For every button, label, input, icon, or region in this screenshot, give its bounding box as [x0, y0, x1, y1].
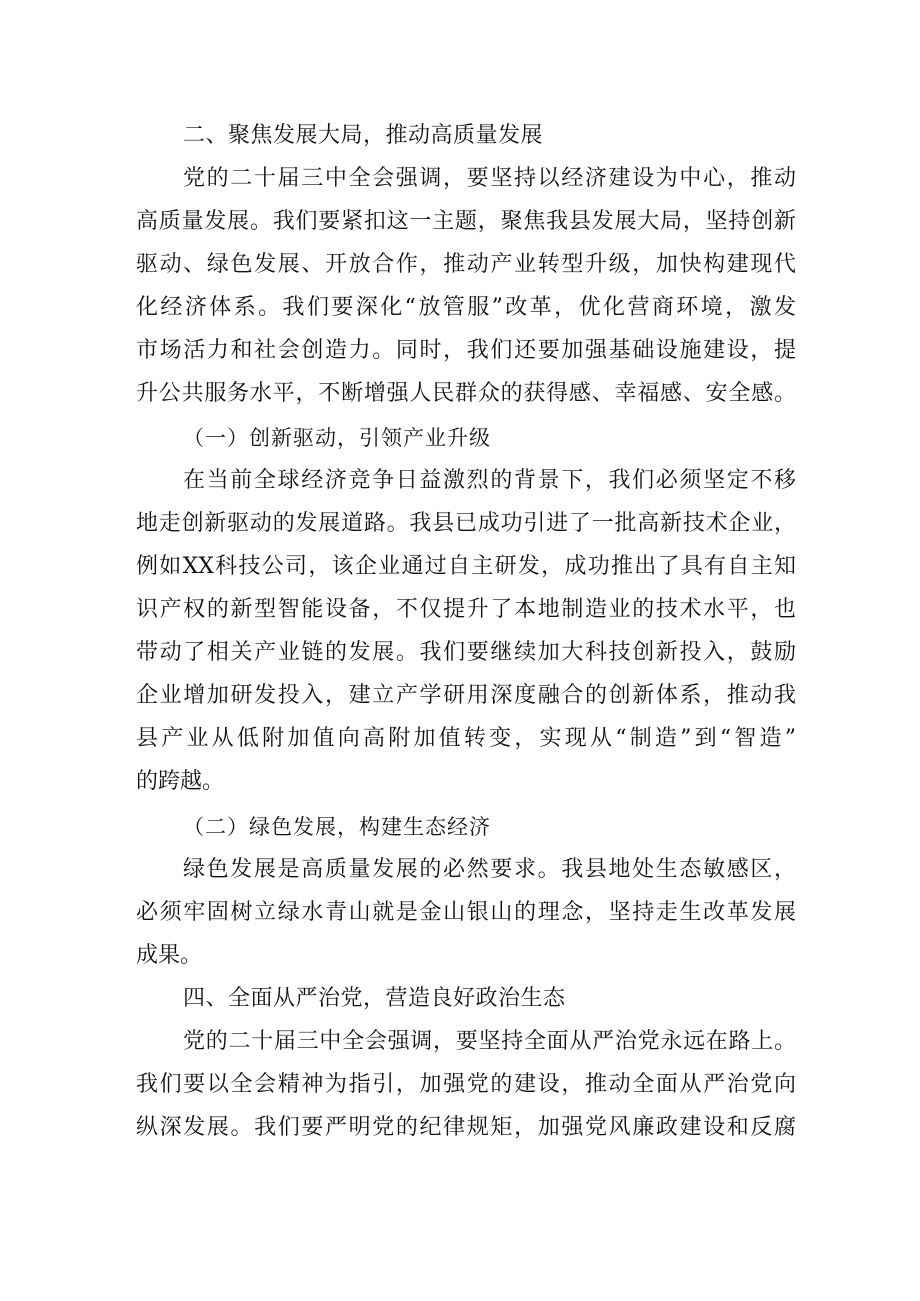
paragraph-line: 在当前全球经济竞争日益激烈的背景下，我们必须坚定不移	[183, 468, 796, 493]
paragraph-line: 化经济体系。我们要深化“放管服”改革，优化营商环境，激发	[136, 295, 796, 320]
paragraph-line: 升公共服务水平，不断增强人民群众的获得感、幸福感、安全感。	[136, 381, 796, 406]
paragraph-line: 绿色发展是高质量发展的必然要求。我县地处生态敏感区，	[183, 857, 796, 882]
paragraph-line: 地走创新驱动的发展道路。我县已成功引进了一批高新技术企业，	[136, 511, 796, 536]
paragraph-line: 我们要以全会精神为指引，加强党的建设，推动全面从严治党向	[136, 1072, 796, 1097]
paragraph-line: 必须牢固树立绿水青山就是金山银山的理念，坚持走生改革发展	[136, 900, 796, 925]
subsection-heading-1: （一）创新驱动，引领产业升级	[183, 426, 491, 450]
paragraph-line: 纵深发展。我们要严明党的纪律规矩，加强党风廉政建设和反腐	[136, 1115, 796, 1140]
section-heading-2: 二、聚焦发展大局，推动高质量发展	[183, 123, 544, 148]
paragraph-line: 成果。	[136, 943, 203, 968]
paragraph-line: 高质量发展。我们要紧扣这一主题，聚焦我县发展大局，坚持创新	[136, 209, 796, 234]
paragraph-line: 的跨越。	[136, 769, 225, 794]
paragraph-line: 企业增加研发投入，建立产学研用深度融合的创新体系，推动我	[136, 683, 796, 708]
paragraph-line: 县产业从低附加值向高附加值转变，实现从“制造”到“智造”	[136, 726, 796, 751]
paragraph-line: 带动了相关产业链的发展。我们要继续加大科技创新投入，鼓励	[136, 640, 796, 665]
paragraph-line: 市场活力和社会创造力。同时，我们还要加强基础设施建设，提	[136, 338, 796, 363]
paragraph-line: 党的二十届三中全会强调，要坚持全面从严治党永远在路上。	[183, 1029, 796, 1054]
subsection-heading-2: （二）绿色发展，构建生态经济	[183, 815, 491, 839]
paragraph-line: 识产权的新型智能设备，不仅提升了本地制造业的技术水平，也	[136, 597, 796, 622]
paragraph-line: 党的二十届三中全会强调，要坚持以经济建设为中心，推动	[183, 166, 796, 191]
paragraph-line: 例如XX科技公司，该企业通过自主研发，成功推出了具有自主知	[136, 554, 796, 579]
paragraph-line: 驱动、绿色发展、开放合作，推动产业转型升级，加快构建现代	[136, 252, 796, 277]
section-heading-4: 四、全面从严治党，营造良好政治生态	[183, 986, 566, 1011]
